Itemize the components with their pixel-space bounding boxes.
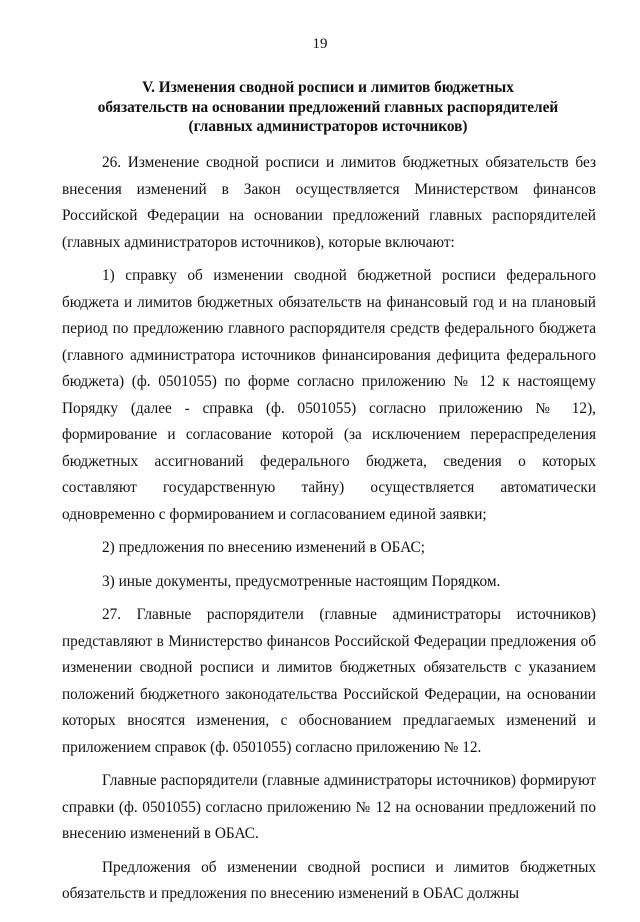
section-title-line: (главных администраторов источников) bbox=[188, 118, 468, 135]
paragraph: Главные распорядители (главные администраторы источников) формируют справки (ф. 0501055) согласно приложению № 12 на основании предложений по внесению изменений в ОБАС. bbox=[62, 772, 596, 842]
list-item-2: 2) предложения по внесению изменений в ОБАС; bbox=[102, 539, 425, 556]
page-number: 19 bbox=[312, 36, 328, 52]
section-title-line: V. Изменения сводной росписи и лимитов бюджетных bbox=[142, 79, 514, 96]
document-body bbox=[62, 150, 596, 915]
list-item-1: 1) справку об изменении сводной бюджетной росписи федерального бюджета и лимитов бюджетных обязательств на финансовый год и на плановый период по предложению главного распорядителя средств федерального бюджета (главного администратора источников финансирования дефицита федерального бюджета) (ф. 0501055) по форме согласно приложению № 12 к настоящему Порядку (далее - справка (ф. 0501055) согласно приложению № 12), формирование и согласование которой (за исключением перераспределения бюджетных ассигнований федерального бюджета, сведения о которых составляют государственную тайну) осуществляется автоматически одновременно с формированием и согласованием единой заявки; bbox=[62, 267, 596, 523]
section-title bbox=[60, 78, 596, 137]
paragraph-27: 27. Главные распорядители (главные администраторы источников) представляют в Министерство финансов Российской Федерации предложения об изменении сводной росписи и лимитов бюджетных обязательств с указанием положений бюджетного законодательства Российской Федерации, на основании которых вносятся изменения, с обоснованием предлагаемых изменений и приложением справок (ф. 0501055) согласно приложению № 12. bbox=[62, 606, 596, 756]
list-item-3: 3) иные документы, предусмотренные настоящим Порядком. bbox=[102, 572, 501, 590]
paragraph: Предложения об изменении сводной росписи и лимитов бюджетных обязательств и предложения по внесению изменений в ОБАС должны bbox=[62, 858, 596, 902]
section-title-line: обязательств на основании предложений главных распорядителей bbox=[97, 98, 559, 116]
paragraph-26: 26. Изменение сводной росписи и лимитов бюджетных обязательств без внесения изменений в Закон осуществляется Министерством финансов Российской Федерации на основании предложений главных распорядителей (главных администраторов источников), которые включают: bbox=[62, 154, 596, 251]
